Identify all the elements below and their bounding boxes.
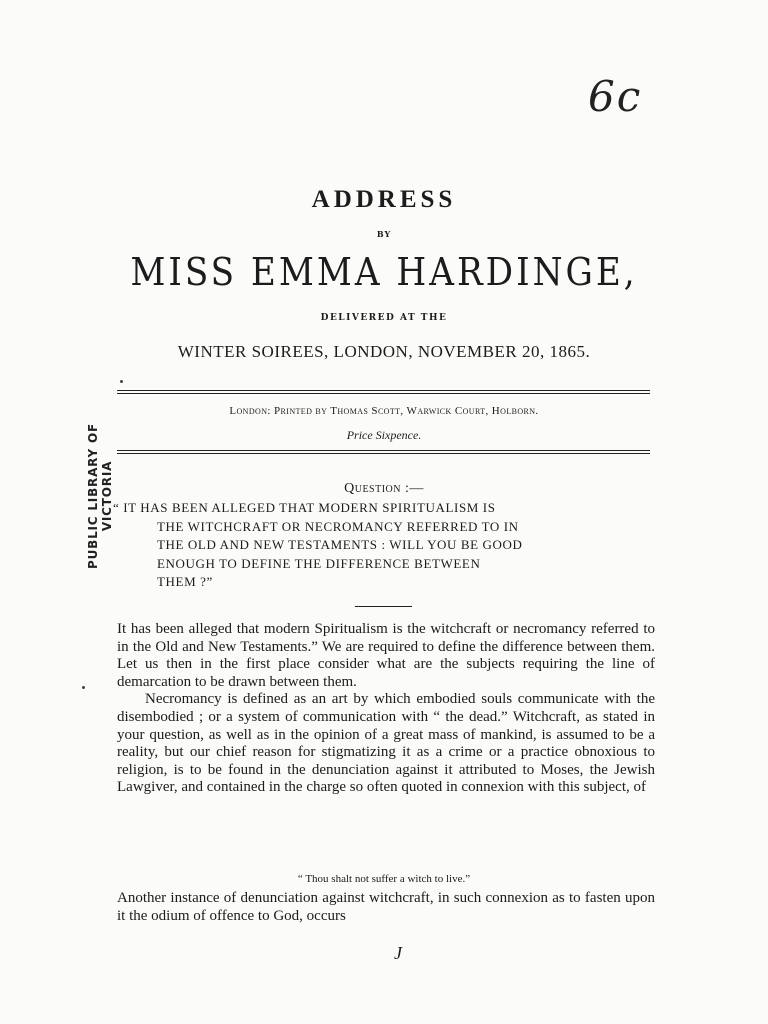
printer-imprint: London: Printed by Thomas Scott, Warwick Court, Holborn. [229,405,539,417]
question-text [113,499,655,592]
body-text-continued [117,890,655,925]
price-line: Price Sixpence. [346,428,422,442]
title-occasion: WINTER SOIREES, LONDON, NOVEMBER 20, 1865. [177,342,591,361]
title-author-name: MISS EMMA HARDINGE, [130,250,638,294]
folio-mark: J [394,943,402,963]
question-label: Question :— [344,481,424,496]
question-line-1: “ IT HAS BEEN ALLEGED THAT MODERN SPIRITUALISM IS [113,500,496,515]
title-address: ADDRESS [311,186,457,213]
handwritten-page-mark: 6c [588,72,643,121]
section-divider [355,606,412,607]
question-line-3: THE OLD AND NEW TESTAMENTS : WILL YOU BE GOOD [157,537,523,552]
question-line-2: THE WITCHCRAFT OR NECROMANCY REFERRED TO IN [157,518,519,534]
ink-speck [82,686,85,689]
title-by: BY [376,229,392,239]
scripture-quote: “ Thou shalt not suffer a witch to live.” [297,873,471,885]
bottom-double-rule [117,450,650,454]
title-delivered-at: DELIVERED AT THE [320,313,448,323]
body-text [117,621,655,797]
question-line-4: ENOUGH TO DEFINE THE DIFFERENCE BETWEEN [157,555,481,571]
paragraph-1: It has been alleged that modern Spiritualism is the witchcraft or necromancy referred to in the Old and New Testaments.” We are required to define the difference between them. Let us then in the first place consider what are the subjects requiring the line of demarcation to be drawn between them. [117,621,655,690]
library-stamp-text: PUBLIC LIBRARY OF VICTORIA [86,422,114,570]
paragraph-2: Necromancy is defined as an art by which embodied souls communicate with the disembodied ; or a system of communication with “ the dead.” Witchcraft, as stated in your question, as well as in the opinion of a great mass of mankind, is assumed to be a reality, but our chief reason for stigmatizing it as a crime or a practice obnoxious to religion, is to be found in the denunciation against it attributed to Moses, the Jewish Lawgiver, and contained in the charge so often quoted in connexion with this subject, of [117,691,655,796]
paragraph-3: Another instance of denunciation against witchcraft, in such connexion as to fasten upon it the odium of offence to God, occurs [117,890,655,924]
ink-speck [120,380,123,383]
question-line-5: THEM ?” [157,574,213,589]
top-double-rule [117,390,650,394]
